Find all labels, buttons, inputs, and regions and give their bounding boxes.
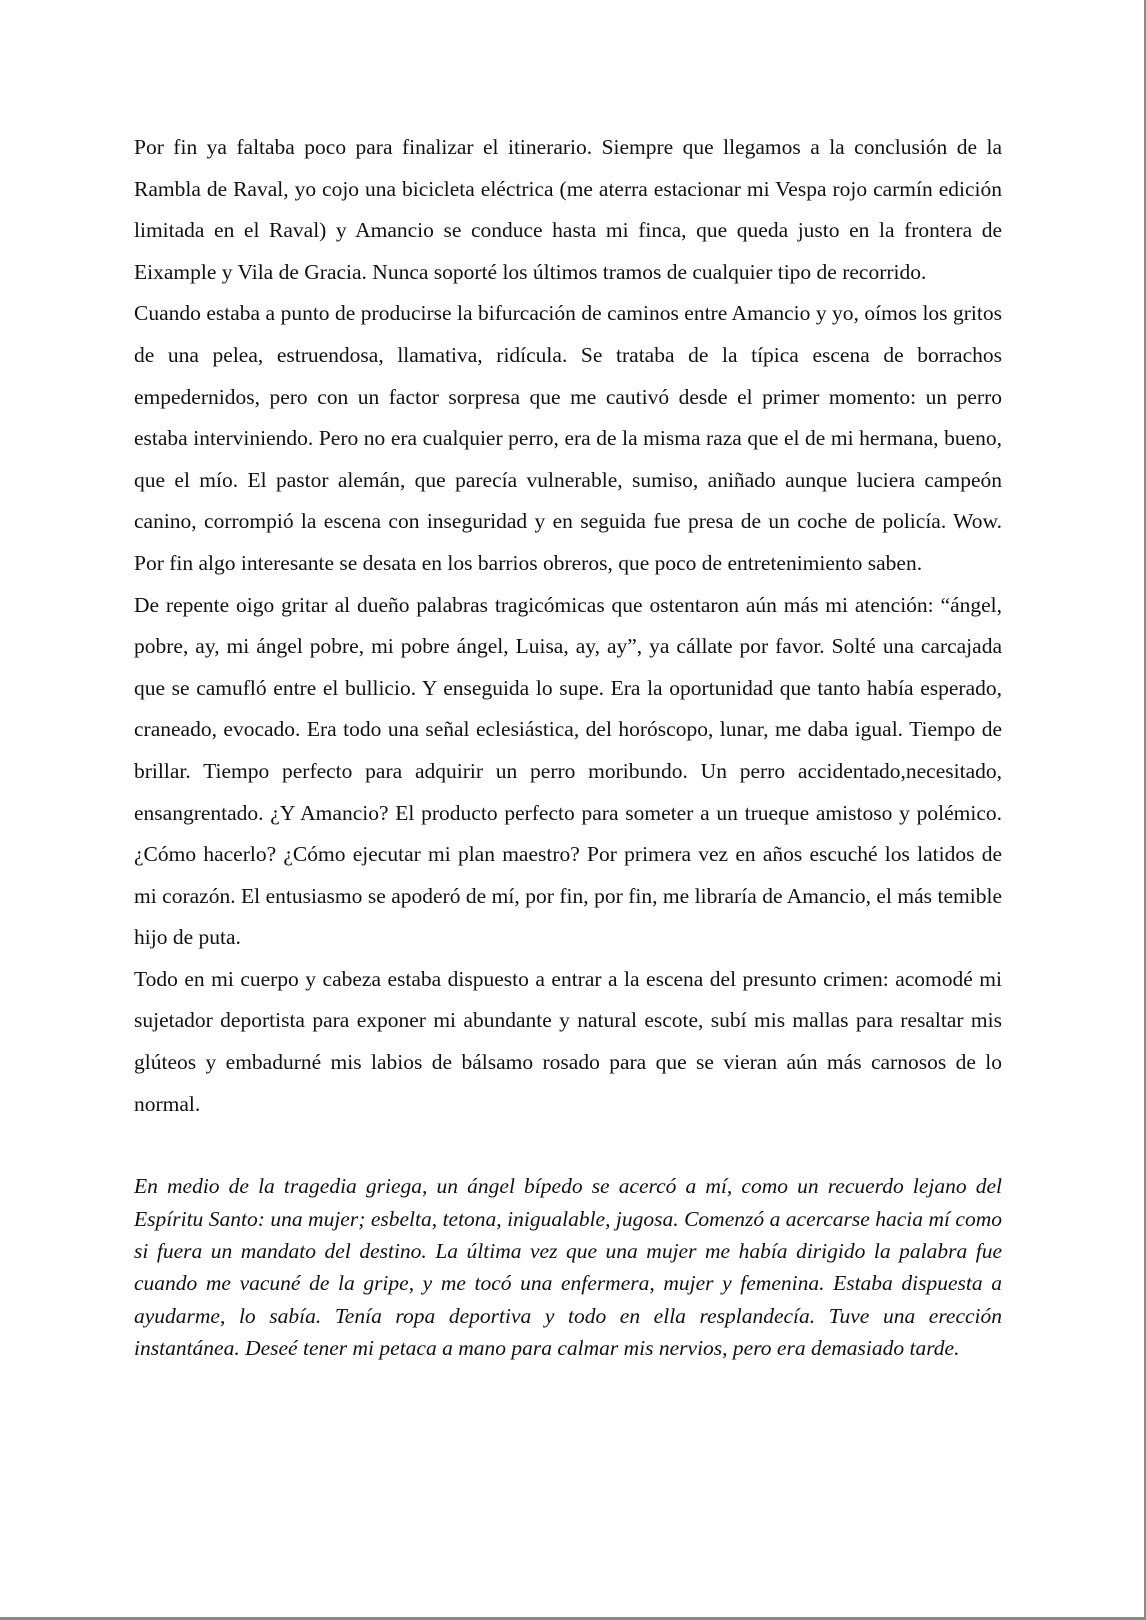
paragraph-4: Todo en mi cuerpo y cabeza estaba dispuesto a entrar a la escena del presunto crimen: acomodé mi sujetador deportista para exponer mi abundante y natural escote, subí mis mallas para resaltar mis glúteos y embadurné mis labios de bálsamo rosado para que se vieran aún más carnosos de lo normal. bbox=[134, 966, 1002, 1116]
italic-paragraph: En medio de la tragedia griega, un ángel bípedo se acercó a mí, como un recuerdo lejano del Espíritu Santo: una mujer; esbelta, tetona, inigualable, jugosa. Comenzó a acercarse hacia mí como si fuera un mandato del destino. La última vez que una mujer me había dirigido la palabra fue cuando me vacuné de la gripe, y me tocó una enfermera, mujer y femenina. Estaba dispuesta a ayudarme, lo sabía. Tenía ropa deportiva y todo en ella resplandecía. Tuve una erección instantánea. Deseé tener mi petaca a mano para calmar mis nervios, pero era demasiado tarde. bbox=[134, 1174, 1002, 1361]
paragraph-2: Cuando estaba a punto de producirse la bifurcación de caminos entre Amancio y yo, oímos los gritos de una pelea, estruendosa, llamativa, ridícula. Se trataba de la típica escena de borrachos empedernidos, pero con un factor sorpresa que me cautivó desde el primer momento: un perro estaba interviniendo. Pero no era cualquier perro, era de la misma raza que el de mi hermana, bueno, que el mío. El pastor alemán, que parecía vulnerable, sumiso, aniñado aunque luciera campeón canino, corrompió la escena con inseguridad y en seguida fue presa de un coche de policía. Wow. Por fin algo interesante se desata en los barrios obreros, que poco de entretenimiento saben. bbox=[134, 301, 1002, 575]
paragraph-3: De repente oigo gritar al dueño palabras tragicómicas que ostentaron aún más mi atención: “ángel, pobre, ay, mi ángel pobre, mi pobre ángel, Luisa, ay, ay”, ya cállate por favor. Solté una carcajada que se camufló entre el bullicio. Y enseguida lo supe. Era la oportunidad que tanto había esperado, craneado, evocado. Era todo una señal eclesiástica, del horóscopo, lunar, me daba igual. Tiempo de brillar. Tiempo perfecto para adquirir un perro moribundo. Un perro accidentado,necesitado, ensangrentado. ¿Y Amancio? El producto perfecto para someter a un trueque amistoso y polémico. ¿Cómo hacerlo? ¿Cómo ejecutar mi plan maestro? Por primera vez en años escuché los latidos de mi corazón. El entusiasmo se apoderó de mí, por fin, por fin, me libraría de Amancio, el más temible hijo de puta. bbox=[134, 592, 1002, 950]
paragraph-1: Por fin ya faltaba poco para finalizar el itinerario. Siempre que llegamos a la conclusión de la Rambla de Raval, yo cojo una bicicleta eléctrica (me aterra estacionar mi Vespa rojo carmín edición limitada en el Raval) y Amancio se conduce hasta mi finca, que queda justo en la frontera de Eixample y Vila de Gracia. Nunca soporté los últimos tramos de cualquier tipo de recorrido. bbox=[134, 135, 1002, 284]
document-body bbox=[134, 127, 1002, 1365]
